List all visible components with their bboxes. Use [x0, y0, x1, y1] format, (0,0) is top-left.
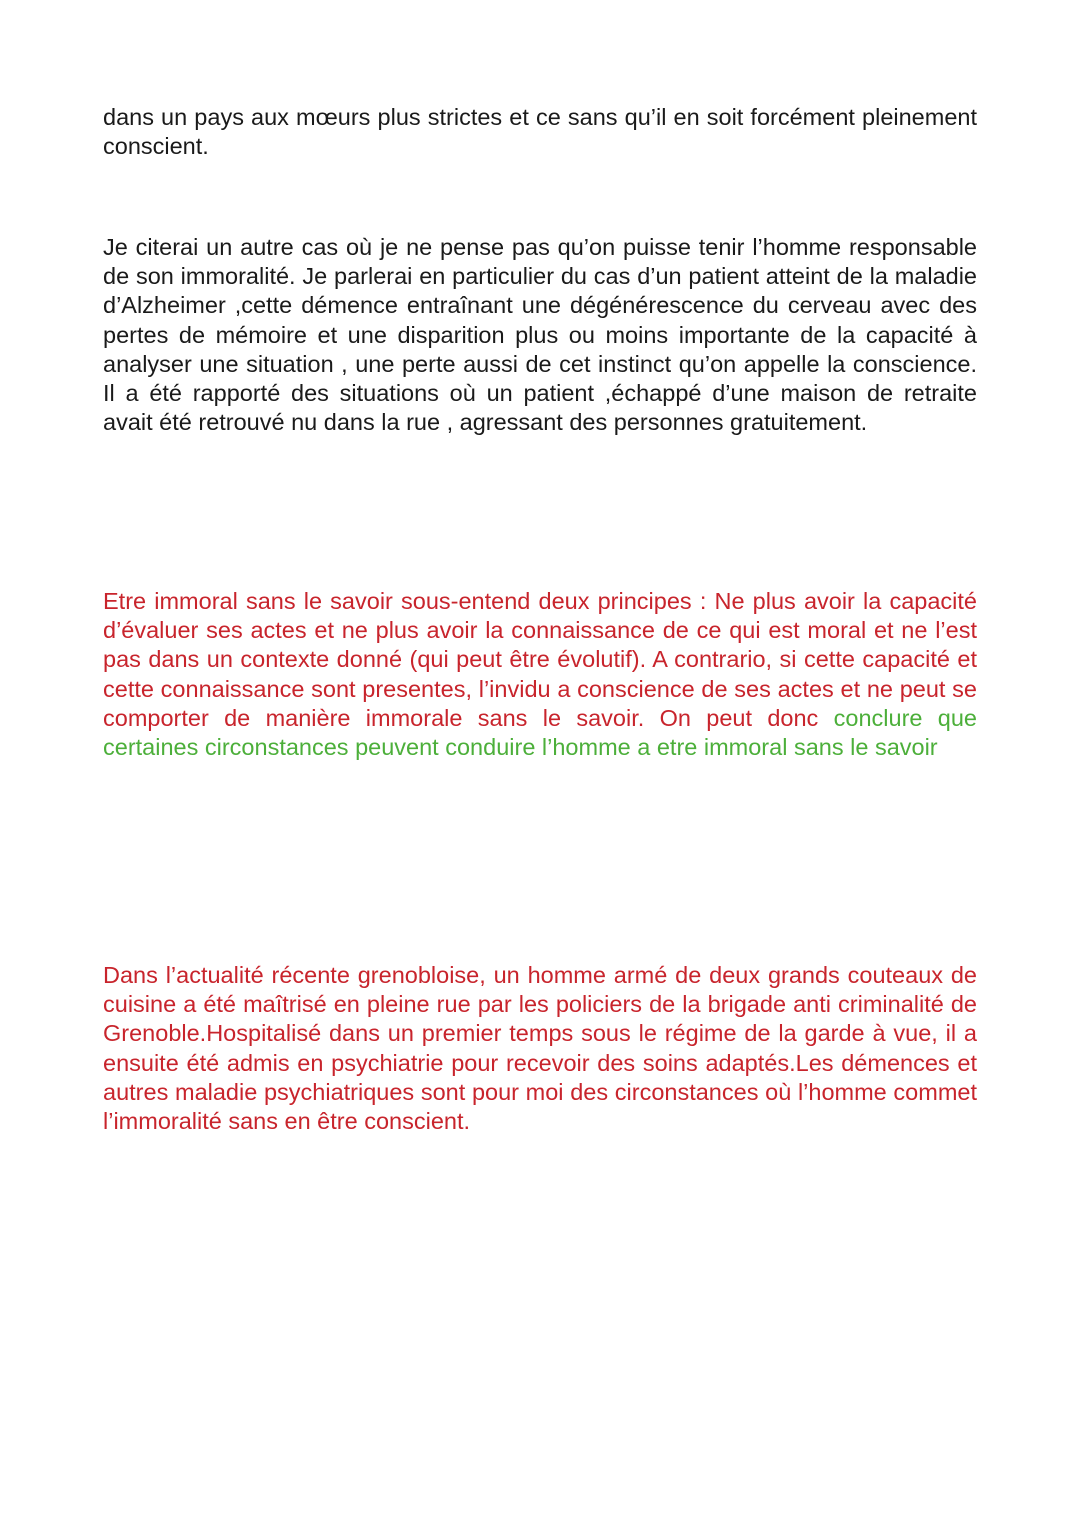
- paragraph-conclusion: [103, 587, 977, 762]
- conclusion-green-text: conclure que certaines circonstances peuvent conduire l’homme a etre immoral sans le savoir: [103, 704, 978, 761]
- paragraph-alzheimer-case: Je citerai un autre cas où je ne pense pas qu’on puisse tenir l’homme responsable de son immoralité. Je parlerai en particulier du cas d’un patient atteint de la maladie d’Alzheimer ,cette démence entraînant une dégénérescence du cerveau avec des pertes de mémoire et une disparition plus ou moins importante de la capacité à analyser une situation , une perte aussi de cet instinct qu’on appelle la conscience. Il a été rapporté des situations où un patient ,échappé d’une maison de retraite avait été retrouvé nu dans la rue , agressant des personnes gratuitement.: [103, 234, 977, 436]
- paragraph-cultural-context: dans un pays aux mœurs plus strictes et ce sans qu’il en soit forcément pleinement conscient.: [103, 104, 977, 160]
- paragraph-grenoble-news: Dans l’actualité récente grenobloise, un homme armé de deux grands couteaux de cuisine a été maîtrisé en pleine rue par les policiers de la brigade anti criminalité de Grenoble.Hospitalisé dans un premier temps sous le régime de la garde à vue, il a ensuite été admis en psychiatrie pour recevoir des soins adaptés.Les démences et autres maladie psychiatriques sont pour moi des circonstances où l’homme commet l’immoralité sans en être conscient.: [103, 962, 977, 1135]
- conclusion-red-text: Etre immoral sans le savoir sous-entend deux principes : Ne plus avoir la capacité d’évaluer ses actes et ne plus avoir la connaissance de ce qui est moral et ne l’est pas dans un contexte donné (qui peut être évolutif). A contrario, si cette capacité et cette connaissance sont presentes, l’invidu a conscience de ses actes et ne peut se comporter de manière immorale sans le savoir. On peut donc: [103, 588, 977, 731]
